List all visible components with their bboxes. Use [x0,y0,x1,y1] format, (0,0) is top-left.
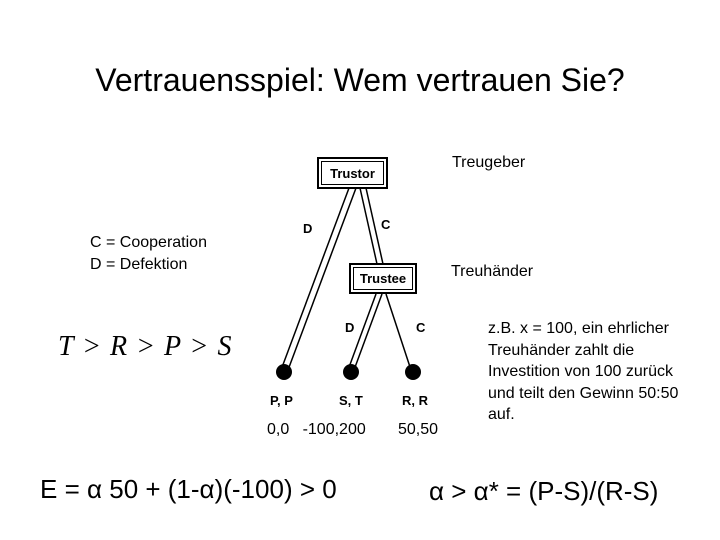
payoffs-left-middle: 0,0 -100,200 [267,421,366,438]
trustee-label: Trustee [359,271,407,286]
trustee-cooperate-label: C [416,320,426,335]
expected-value-equation: E = α 50 + (1-α)(-100) > 0 [40,474,337,504]
legend-cooperation: C = Cooperation [90,234,207,251]
leaf-node-left [276,364,292,380]
trustor-label: Trustor [330,165,375,181]
legend-defection: D = Defektion [90,256,188,273]
outcome-left: P, P [270,393,293,408]
payoff-inequality: T > R > P > S [58,331,233,362]
page-title: Vertrauensspiel: Wem vertrauen Sie? [95,62,625,98]
outcome-middle: S, T [339,393,363,408]
trustee-node [349,263,417,294]
trustor-cooperate-label: C [381,217,391,232]
trustor-defect-label: D [303,221,313,236]
threshold-equation: α > α* = (P-S)/(R-S) [429,476,659,506]
example-note: z.B. x = 100, ein ehrlicher Treuhänder zahlt die Investition von 100 zurück und teilt den Gewinn 50:50 auf. [488,320,679,423]
payoff-right: 50,50 [398,421,439,438]
trustee-caption: Treuhänder [451,263,534,280]
outcome-right: R, R [402,393,428,408]
trustor-caption: Treugeber [452,154,526,171]
trustor-node [317,157,388,189]
leaf-node-middle [343,364,359,380]
leaf-node-right [405,364,421,380]
trustee-defect-label: D [345,320,355,335]
